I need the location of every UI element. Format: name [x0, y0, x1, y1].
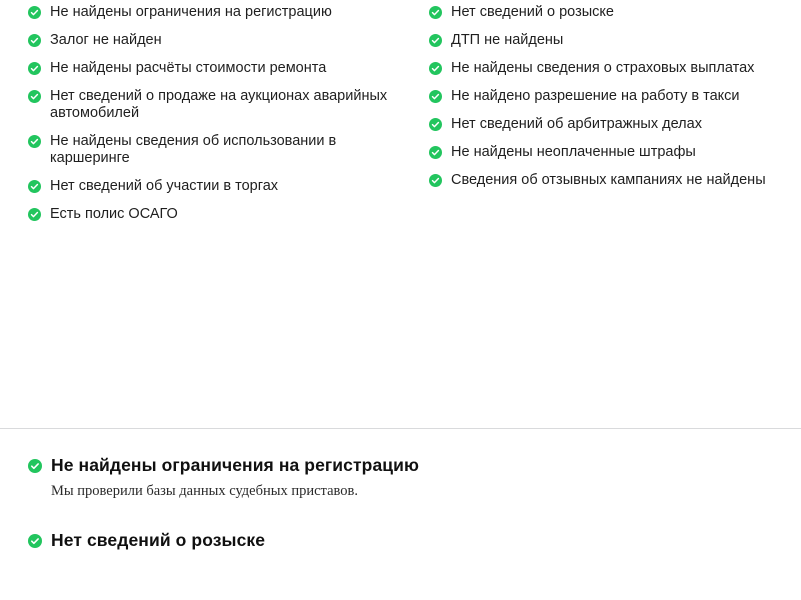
summary-item-label: Не найдено разрешение на работу в такси: [451, 88, 740, 104]
summary-item: [429, 32, 801, 49]
section-divider: [0, 428, 801, 429]
summary-item: [28, 133, 424, 167]
summary-item-label: Не найдены ограничения на регистрацию: [50, 4, 332, 20]
summary-columns: [0, 4, 801, 234]
summary-item-label: Сведения об отзывных кампаниях не найдены: [451, 172, 766, 188]
check-circle-icon: [28, 180, 41, 193]
summary-item: [28, 4, 424, 21]
check-circle-icon: [28, 34, 41, 47]
check-circle-icon: [429, 62, 442, 75]
detail-description: Мы проверили базы данных судебных приставов.: [51, 483, 358, 499]
detail-title: Нет сведений о розыске: [51, 530, 266, 550]
summary-item: [28, 32, 424, 49]
summary-item-label: Залог не найден: [50, 32, 162, 48]
check-circle-icon: [429, 174, 442, 187]
summary-item-label: Нет сведений об участии в торгах: [50, 178, 279, 194]
summary-item: [28, 178, 424, 195]
summary-left-column: [0, 4, 424, 234]
check-circle-icon: [429, 118, 442, 131]
summary-item: [429, 88, 801, 105]
summary-item-label: Нет сведений об арбитражных делах: [451, 116, 702, 132]
detail-title: Не найдены ограничения на регистрацию: [51, 455, 420, 475]
summary-item-label: Не найдены сведения о страховых выплатах: [451, 60, 755, 76]
summary-item-label: Есть полис ОСАГО: [50, 206, 178, 222]
check-circle-icon: [28, 90, 41, 103]
check-circle-icon: [429, 90, 442, 103]
summary-item-label: Не найдены сведения об использовании в каршеринге: [50, 133, 337, 166]
summary-item: [429, 60, 801, 77]
summary-item: [429, 116, 801, 133]
check-circle-icon: [429, 146, 442, 159]
vehicle-report-summary: [0, 0, 801, 234]
check-circle-icon: [429, 6, 442, 19]
summary-item: [28, 60, 424, 77]
summary-item: [429, 144, 801, 161]
check-circle-icon: [28, 534, 42, 548]
detail-block-wanted-status: [0, 530, 801, 551]
summary-item-label: Нет сведений о продаже на аукционах аварийных автомобилей: [50, 88, 388, 121]
detail-heading: [28, 530, 801, 551]
check-circle-icon: [28, 208, 41, 221]
summary-item-label: Не найдены расчёты стоимости ремонта: [50, 60, 327, 76]
summary-right-column: [424, 4, 801, 200]
detail-heading: [28, 455, 801, 476]
detail-block-registration-restrictions: [0, 455, 801, 500]
summary-item: [429, 4, 801, 21]
summary-item: [28, 206, 424, 223]
check-circle-icon: [28, 6, 41, 19]
summary-item: [28, 88, 424, 122]
report-details-section: [0, 455, 801, 581]
check-circle-icon: [28, 459, 42, 473]
check-circle-icon: [28, 135, 41, 148]
summary-item-label: ДТП не найдены: [451, 32, 564, 48]
check-circle-icon: [28, 62, 41, 75]
summary-item: [429, 172, 801, 189]
check-circle-icon: [429, 34, 442, 47]
summary-item-label: Нет сведений о розыске: [451, 4, 614, 20]
summary-item-label: Не найдены неоплаченные штрафы: [451, 144, 696, 160]
